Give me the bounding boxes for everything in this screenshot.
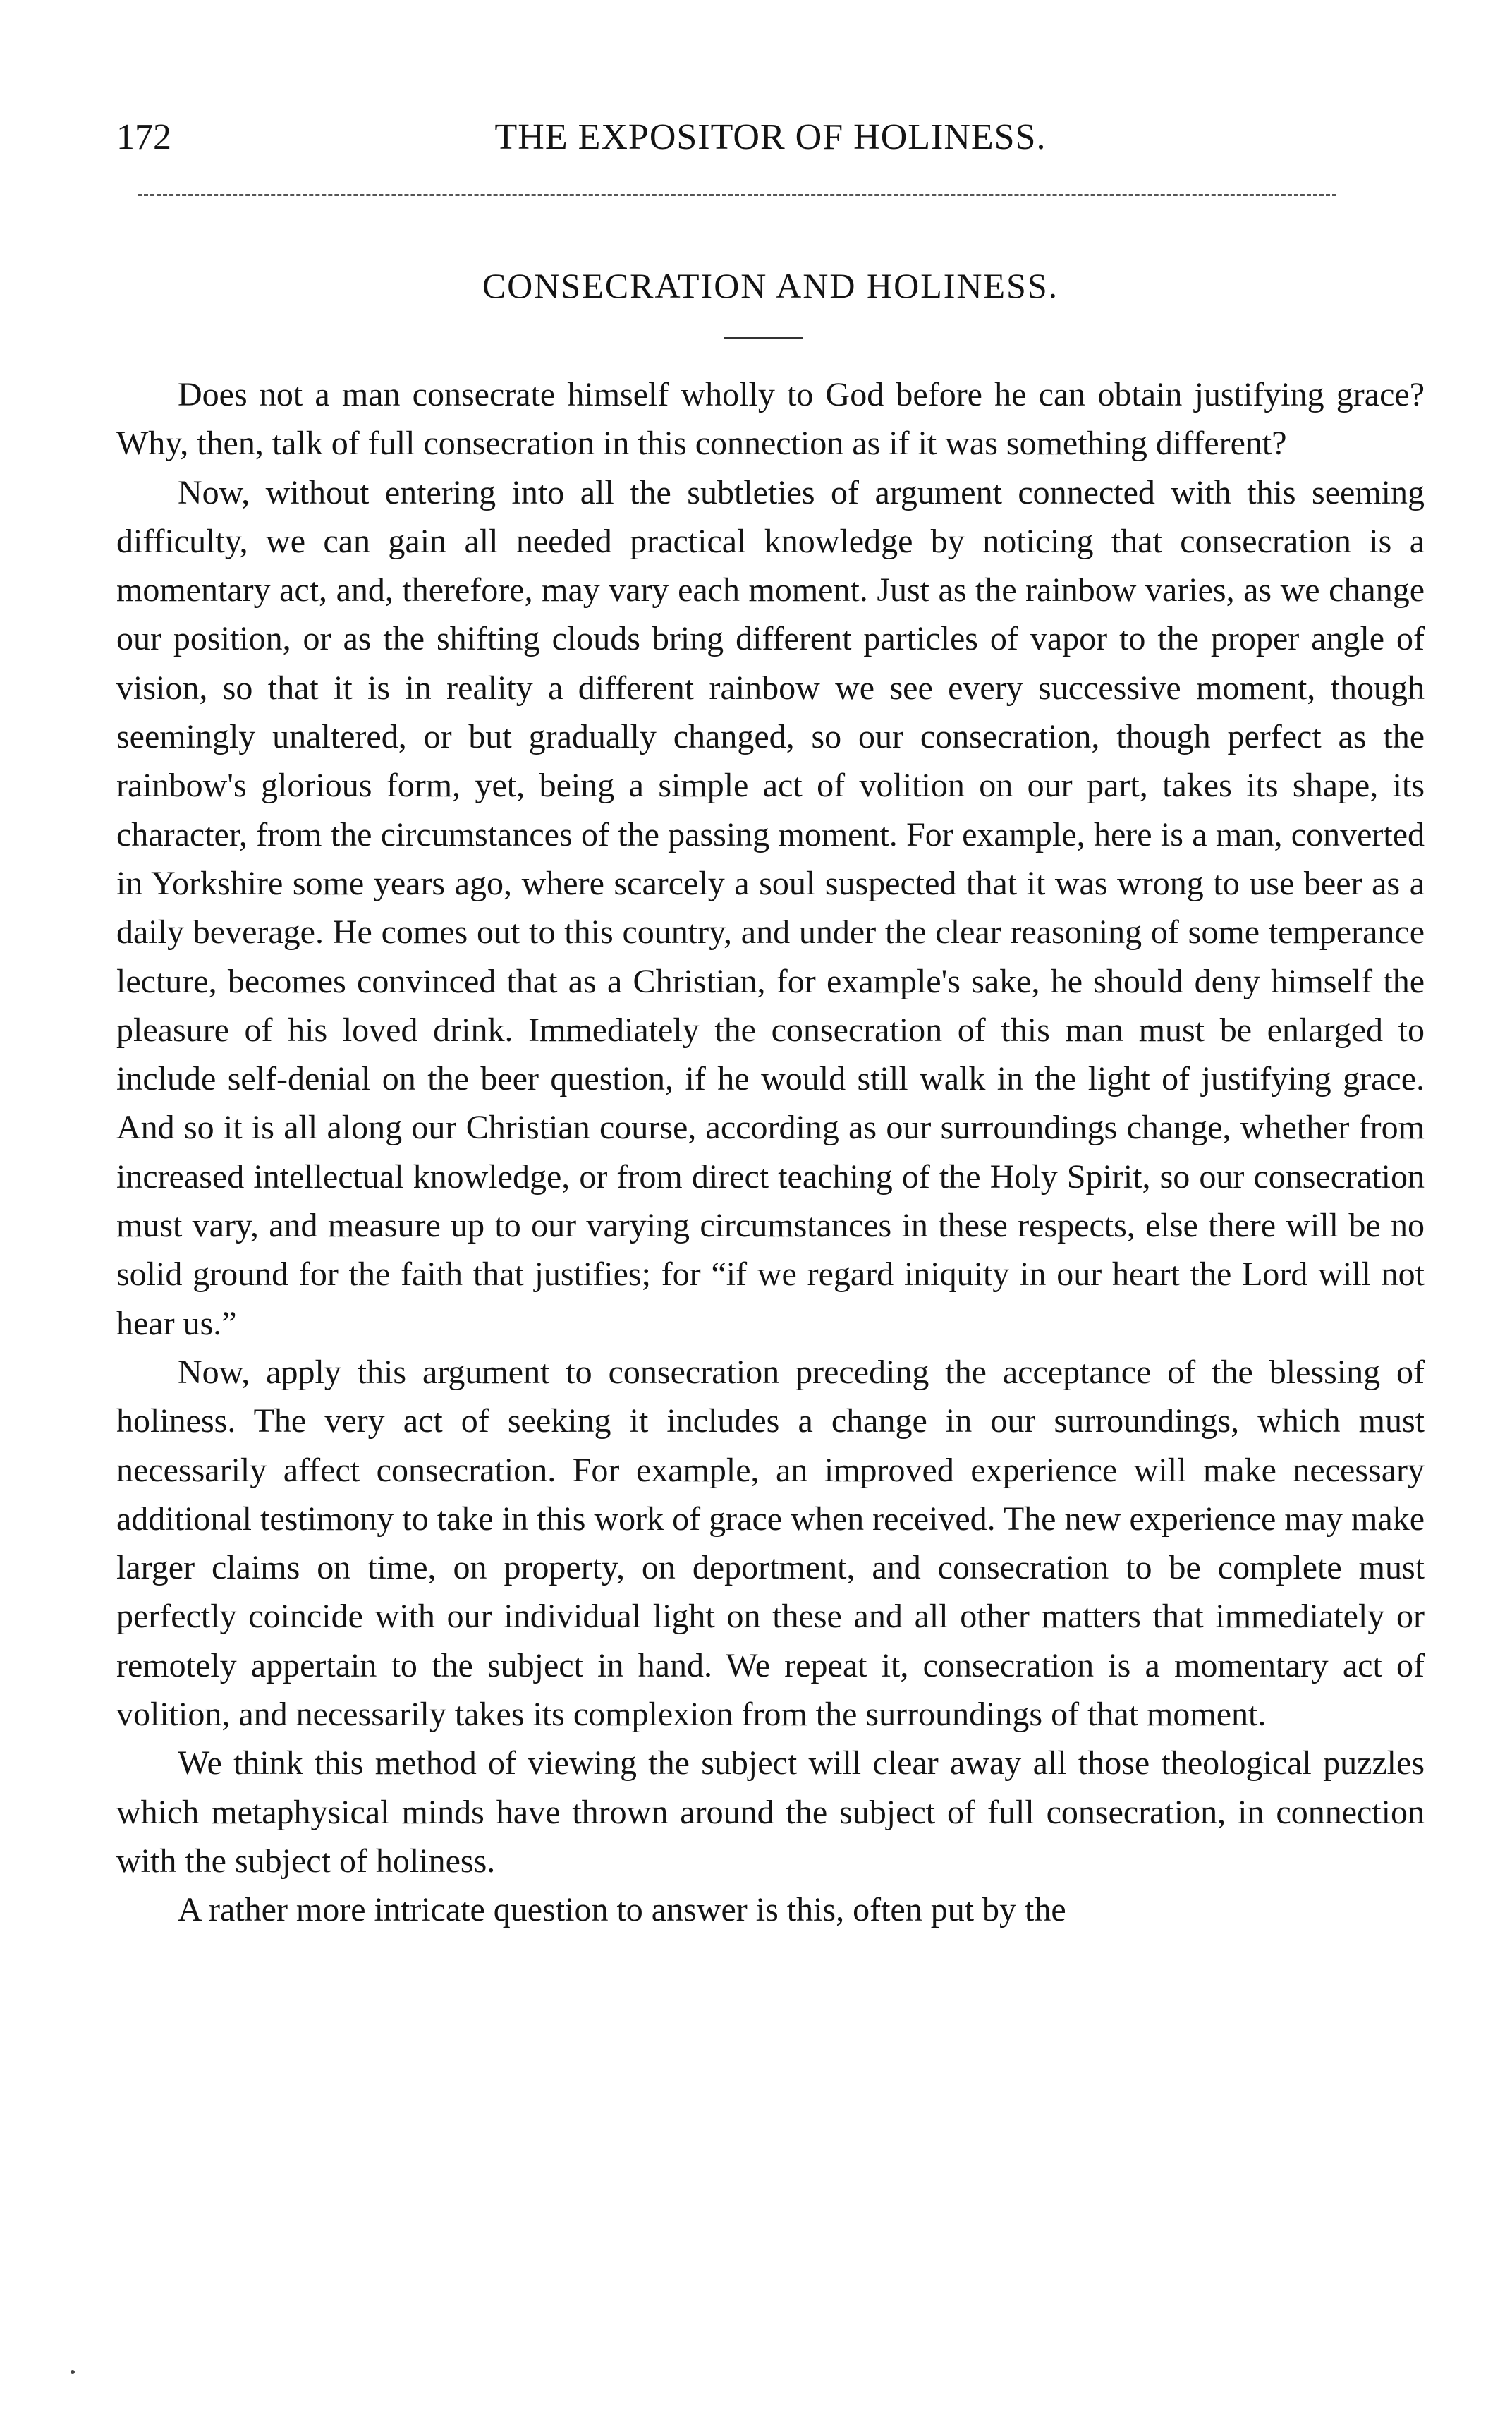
paragraph: Now, apply this argument to consecration preceding the acceptance of the blessing of holiness. The very act of seeking it includes a change in our surroundings, which must necessarily affect consecration. For example, an improved experience will make necessary additional testimony to take in this work of grace when received. The new experience may make larger claims on time, on property, on deportment, and consecration to be complete must perfectly coincide with our individual light on these and all other matters that immediately or remotely appertain to the subject in hand. We repeat it, consecration is a momentary act of volition, and necessarily takes its complexion from the surroundings of that moment. [116, 1353, 1425, 1734]
running-title: THE EXPOSITOR OF HOLINESS. [494, 117, 1047, 157]
paragraph: Now, without entering into all the subtleties of argument connected with this seeming difficulty, we can gain all needed practical knowledge by noticing that consecration is a momentary act, and, therefore, may vary each moment. Just as the rainbow varies, as we change our position, or as the shifting clouds bring different particles of vapor to the proper angle of vision, so that it is in reality a different rainbow we see every successive moment, though seemingly unaltered, or but gradually changed, so our consecration, though perfect as the rainbow's glorious form, yet, being a simple act of volition on our part, takes its shape, its character, from the circumstances of the passing moment. For example, here is a man, converted in Yorkshire some years ago, where scarcely a soul suspected that it was wrong to use beer as a daily beverage. He comes out to this country, and under the clear reasoning of some temperance lecture, becomes convinced that as a Christian, for example's sake, he should deny himself the pleasure of his loved drink. Immediately the consecration of this man must be enlarged to include self-denial on the beer question, if he would still walk in the light of justifying grace. And so it is all along our Christian course, according as our surroundings change, whether from increased intellectual knowledge, or from direct teaching of the Holy Spirit, so our consecration must vary, and measure up to our varying circumstances in these respects, else there will be no solid ground for the faith that justifies; for “if we regard iniquity in our heart the Lord will not hear us.” [116, 473, 1425, 1342]
page-number: 172 [116, 117, 171, 157]
header-divider [138, 194, 1336, 196]
ink-speck [71, 2370, 75, 2374]
paragraph: We think this method of viewing the subject will clear away all those theological puzzles which metaphysical minds have thrown around the subject of full consecration, in connection with the subject of holiness. [116, 1744, 1425, 1880]
running-head [116, 113, 1425, 162]
title-divider [724, 337, 803, 339]
article-body [116, 370, 1425, 1935]
paragraph: A rather more intricate question to answer is this, often put by the [178, 1891, 1066, 1929]
paragraph: Does not a man consecrate himself wholly to God before he can obtain justifying grace? Why, then, talk of full consecration in this connection as if it was something different? [116, 376, 1425, 463]
article-title: CONSECRATION AND HOLINESS. [482, 266, 1059, 305]
